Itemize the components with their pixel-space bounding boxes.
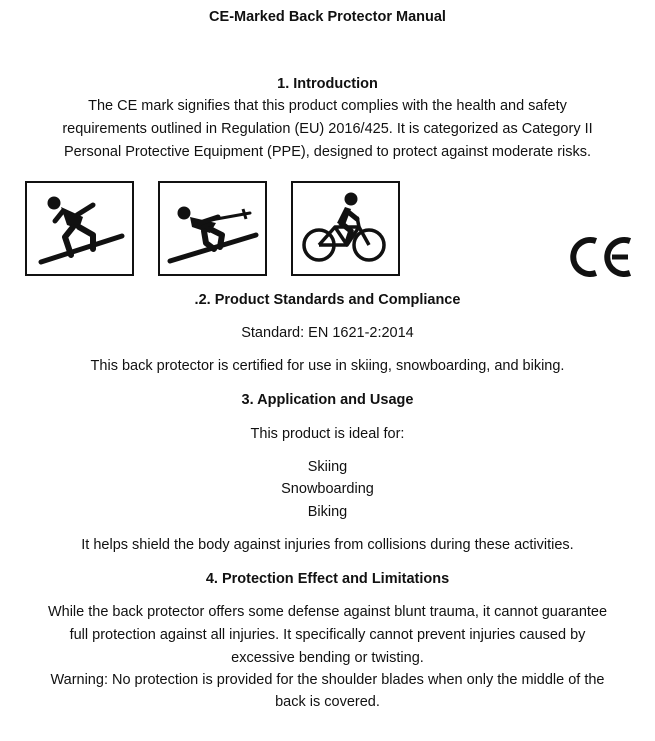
standard-text: Standard: EN 1621-2:2014 <box>241 325 414 341</box>
skiing-icon <box>158 181 267 276</box>
protection-heading: 4. Protection Effect and Limitations <box>205 571 450 587</box>
introduction-line: Personal Protective Equipment (PPE), designed to protect against moderate risks. <box>63 144 592 160</box>
warning-line: Warning: No protection is provided for the shoulder blades when only the middle of the <box>50 672 605 688</box>
application-heading: 3. Application and Usage <box>241 392 414 408</box>
biking-icon <box>291 181 400 276</box>
ce-mark-logo <box>566 235 636 279</box>
standards-heading: .2. Product Standards and Compliance <box>194 292 461 308</box>
warning-line: back is covered. <box>275 694 380 710</box>
certification-text: This back protector is certified for use in skiing, snowboarding, and biking. <box>90 358 565 374</box>
activity-item: Skiing <box>307 459 348 475</box>
protection-line: While the back protector offers some defense against blunt trauma, it cannot guarantee <box>47 604 608 620</box>
activity-item: Snowboarding <box>281 481 374 497</box>
introduction-line: requirements outlined in Regulation (EU) 2016/425. It is categorized as Category II <box>62 121 593 137</box>
protection-line: excessive bending or twisting. <box>231 650 424 666</box>
application-intro: This product is ideal for: <box>250 426 405 442</box>
application-note: It helps shield the body against injuries from collisions during these activities. <box>81 537 574 553</box>
protection-line: full protection against all injuries. It specifically cannot prevent injuries caused by <box>69 627 586 643</box>
introduction-line: The CE mark signifies that this product complies with the health and safety <box>88 98 567 114</box>
document-title: CE-Marked Back Protector Manual <box>209 9 446 25</box>
snowboarding-icon <box>25 181 134 276</box>
activity-item: Biking <box>307 504 348 520</box>
introduction-heading: 1. Introduction <box>277 76 378 92</box>
